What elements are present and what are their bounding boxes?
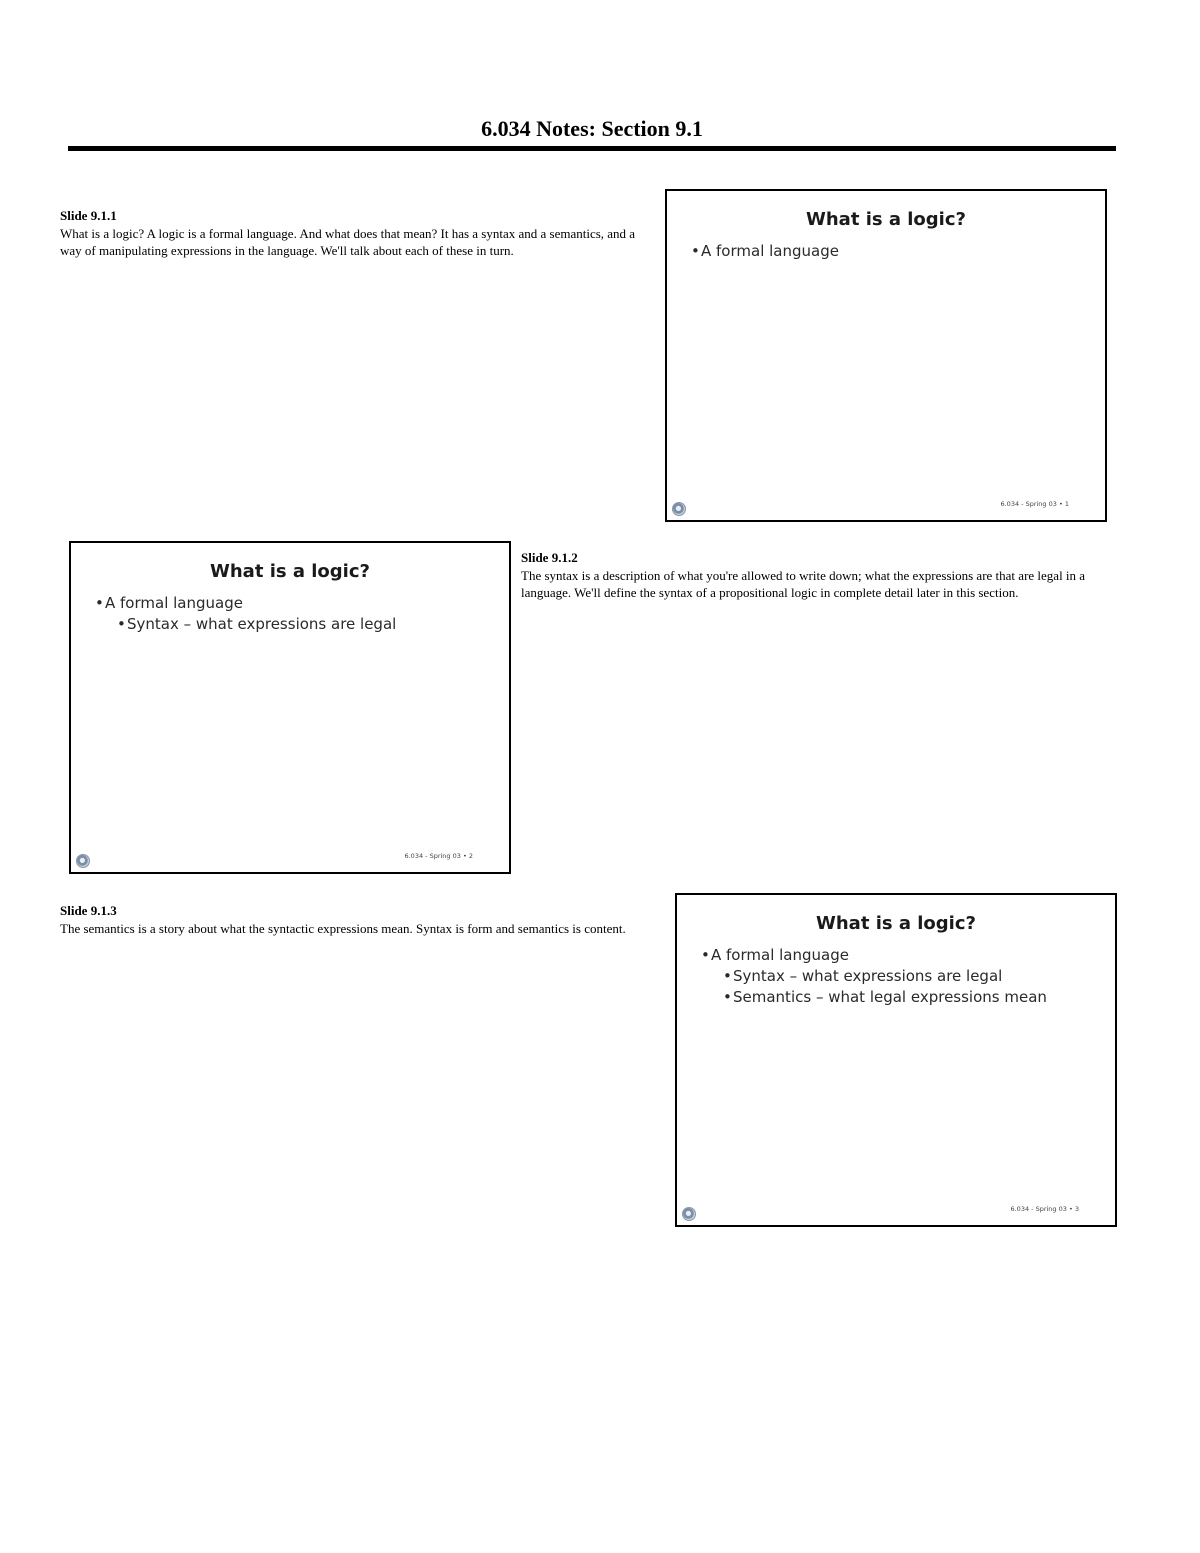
bullet-item: •A formal language	[95, 594, 243, 612]
note-heading: Slide 9.1.3	[60, 903, 117, 918]
slide-thumbnail-2	[69, 541, 511, 874]
speaker-icon	[76, 854, 90, 868]
bullet-icon: •	[117, 615, 126, 633]
bullet-icon: •	[723, 967, 732, 985]
bullet-item: •Syntax – what expressions are legal	[117, 615, 397, 633]
slide-thumbnail-1	[665, 189, 1107, 522]
bullet-item: •A formal language	[691, 242, 839, 260]
bullet-icon: •	[691, 242, 700, 260]
page-title: 6.034 Notes: Section 9.1	[481, 116, 703, 141]
slide-bullets	[701, 945, 1047, 1008]
slide-bullets	[691, 241, 839, 262]
bullet-icon: •	[723, 988, 732, 1006]
note-text: The syntax is a description of what you're allowed to write down; what the expressions are that are legal in a language. We'll define the syntax of a propositional logic in complete detail later in this section.	[521, 567, 1086, 600]
title-rule	[68, 146, 1116, 151]
bullet-item: •Semantics – what legal expressions mean	[723, 988, 1047, 1006]
note-text: The semantics is a story about what the syntactic expressions mean. Syntax is form and semantics is content.	[60, 920, 626, 936]
note-slide-9-1-2	[521, 549, 1099, 602]
note-text: What is a logic? A logic is a formal language. And what does that mean? It has a syntax and a semantics, and a way of manipulating expressions in the language. We'll talk about each of these in turn.	[60, 225, 636, 258]
note-slide-9-1-3	[60, 902, 642, 937]
slide-bullets	[95, 593, 396, 635]
note-heading: Slide 9.1.1	[60, 208, 117, 223]
bullet-item: •A formal language	[701, 946, 849, 964]
speaker-icon	[672, 502, 686, 516]
note-slide-9-1-1	[60, 207, 640, 260]
slide-title: What is a logic?	[816, 913, 976, 934]
slide-thumbnail-3	[675, 893, 1117, 1227]
speaker-icon	[682, 1207, 696, 1221]
slide-title: What is a logic?	[210, 561, 370, 582]
note-heading: Slide 9.1.2	[521, 550, 578, 565]
slide-title: What is a logic?	[806, 209, 966, 230]
bullet-item: •Syntax – what expressions are legal	[723, 967, 1003, 985]
slide-footer: 6.034 - Spring 03 • 2	[404, 852, 473, 860]
bullet-icon: •	[701, 946, 710, 964]
slide-footer: 6.034 - Spring 03 • 3	[1010, 1205, 1079, 1213]
slide-footer: 6.034 - Spring 03 • 1	[1000, 500, 1069, 508]
bullet-icon: •	[95, 594, 104, 612]
